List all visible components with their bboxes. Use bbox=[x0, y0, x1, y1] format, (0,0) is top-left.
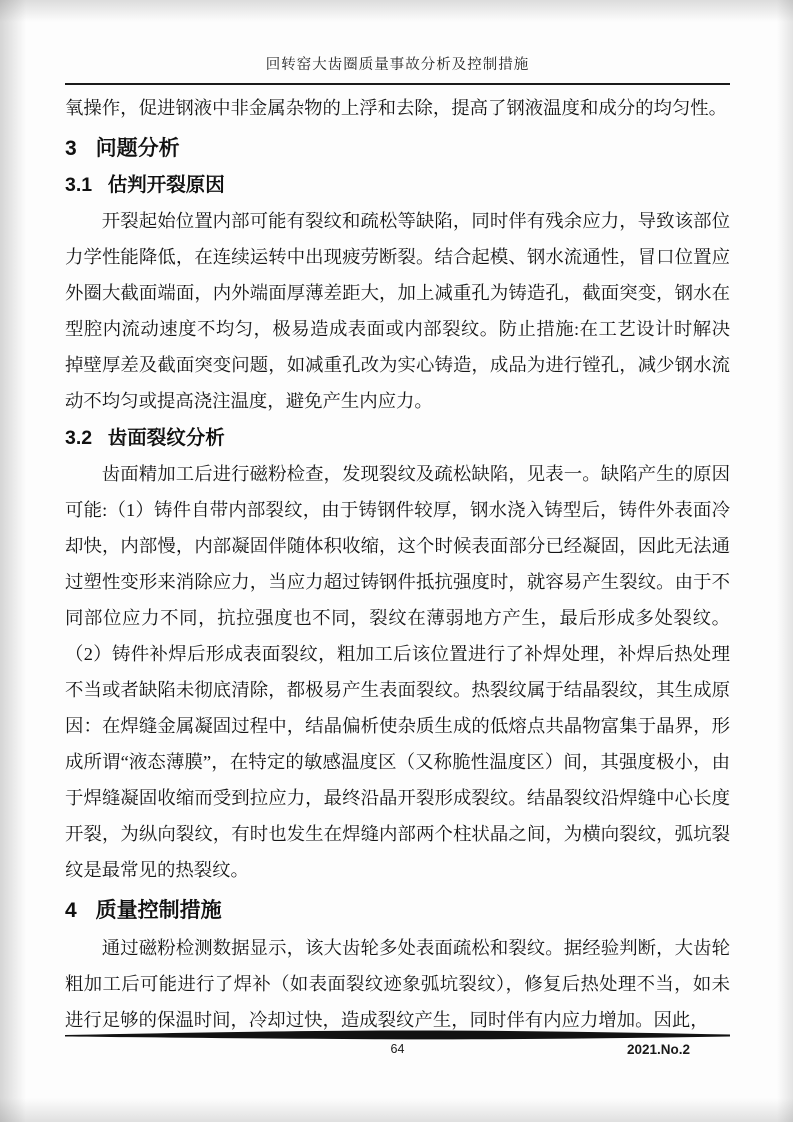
header-rule bbox=[65, 83, 730, 85]
subsection-heading-3-1 bbox=[65, 169, 730, 202]
subsection-title: 估判开裂原因 bbox=[107, 174, 225, 196]
section-title: 问题分析 bbox=[95, 137, 180, 160]
footer-row bbox=[65, 1042, 730, 1062]
subsection-number: 3.1 bbox=[65, 174, 93, 196]
page-number: 64 bbox=[390, 1042, 405, 1056]
paragraph-3-2: 齿面精加工后进行磁粉检查，发现裂纹及疏松缺陷，见表一。缺陷产生的原因可能:（1）铸件自带内部裂纹，由于铸钢件较厚，钢水浇入铸型后，铸件外表面冷却快，内部慢，内部凝固伴随体积收缩，这个时候表面部分已经凝固，因此无法通过塑性变形来消除应力，当应力超过铸钢件抵抗强度时，就容易产生裂纹。由于不同部位应力不同，抗拉强度也不同，裂纹在薄弱地方产生，最后形成多处裂纹。（2）铸件补焊后形成表面裂纹，粗加工后该位置进行了补焊处理，补焊后热处理不当或者缺陷未彻底清除，都极易产生表面裂纹。热裂纹属于结晶裂纹，其生成原因：在焊缝金属凝固过程中，结晶偏析使杂质生成的低熔点共晶物富集于晶界，形成所谓“液态薄膜”，在特定的敏感温度区（又称脆性温度区）间，其强度极小，由于焊缝凝固收缩而受到拉应力，最终沿晶开裂形成裂纹。结晶裂纹沿焊缝中心长度开裂，为纵向裂纹，有时也发生在焊缝内部两个柱状晶之间，为横向裂纹，弧坑裂纹是最常见的热裂纹。 bbox=[65, 464, 730, 880]
section-heading-3 bbox=[65, 132, 730, 166]
paragraph-3-1: 开裂起始位置内部可能有裂纹和疏松等缺陷，同时伴有残余应力，导致该部位力学性能降低，在连续运转中出现疲劳断裂。结合起模、钢水流通性，冒口位置应外圈大截面端面，内外端面厚薄差距大，加上减重孔为铸造孔，截面突变，钢水在型腔内流动速度不均匀，极易造成表面或内部裂纹。防止措施:在工艺设计时解决掉壁厚差及截面突变问题，如减重孔改为实心铸造，成品为进行镗孔，减少钢水流动不均匀或提高浇注温度，避免产生内应力。 bbox=[65, 211, 730, 411]
issue-number: 2021.No.2 bbox=[626, 1042, 690, 1057]
subsection-heading-3-2 bbox=[65, 422, 730, 455]
section-number: 4 bbox=[65, 899, 77, 922]
section-heading-4 bbox=[65, 894, 730, 928]
section-number: 3 bbox=[65, 137, 77, 160]
subsection-title: 齿面裂纹分析 bbox=[107, 427, 225, 449]
running-head-title: 回转窑大齿圈质量事故分析及控制措施 bbox=[265, 57, 530, 73]
section-title: 质量控制措施 bbox=[95, 899, 222, 922]
paragraph-4: 通过磁粉检测数据显示，该大齿轮多处表面疏松和裂纹。据经验判断，大齿轮粗加工后可能进行了焊补（如表面裂纹迹象弧坑裂纹），修复后热处理不当，如未进行足够的保温时间，冷却过快，造成裂纹产生，同时伴有内应力增加。因此， bbox=[65, 938, 730, 1030]
page-footer bbox=[65, 1029, 730, 1089]
subsection-number: 3.2 bbox=[65, 427, 93, 449]
footer-rule bbox=[65, 1029, 730, 1041]
paragraph-continuation: 氧操作，促进钢液中非金属杂物的上浮和去除，提高了钢液温度和成分的均匀性。 bbox=[65, 98, 728, 118]
